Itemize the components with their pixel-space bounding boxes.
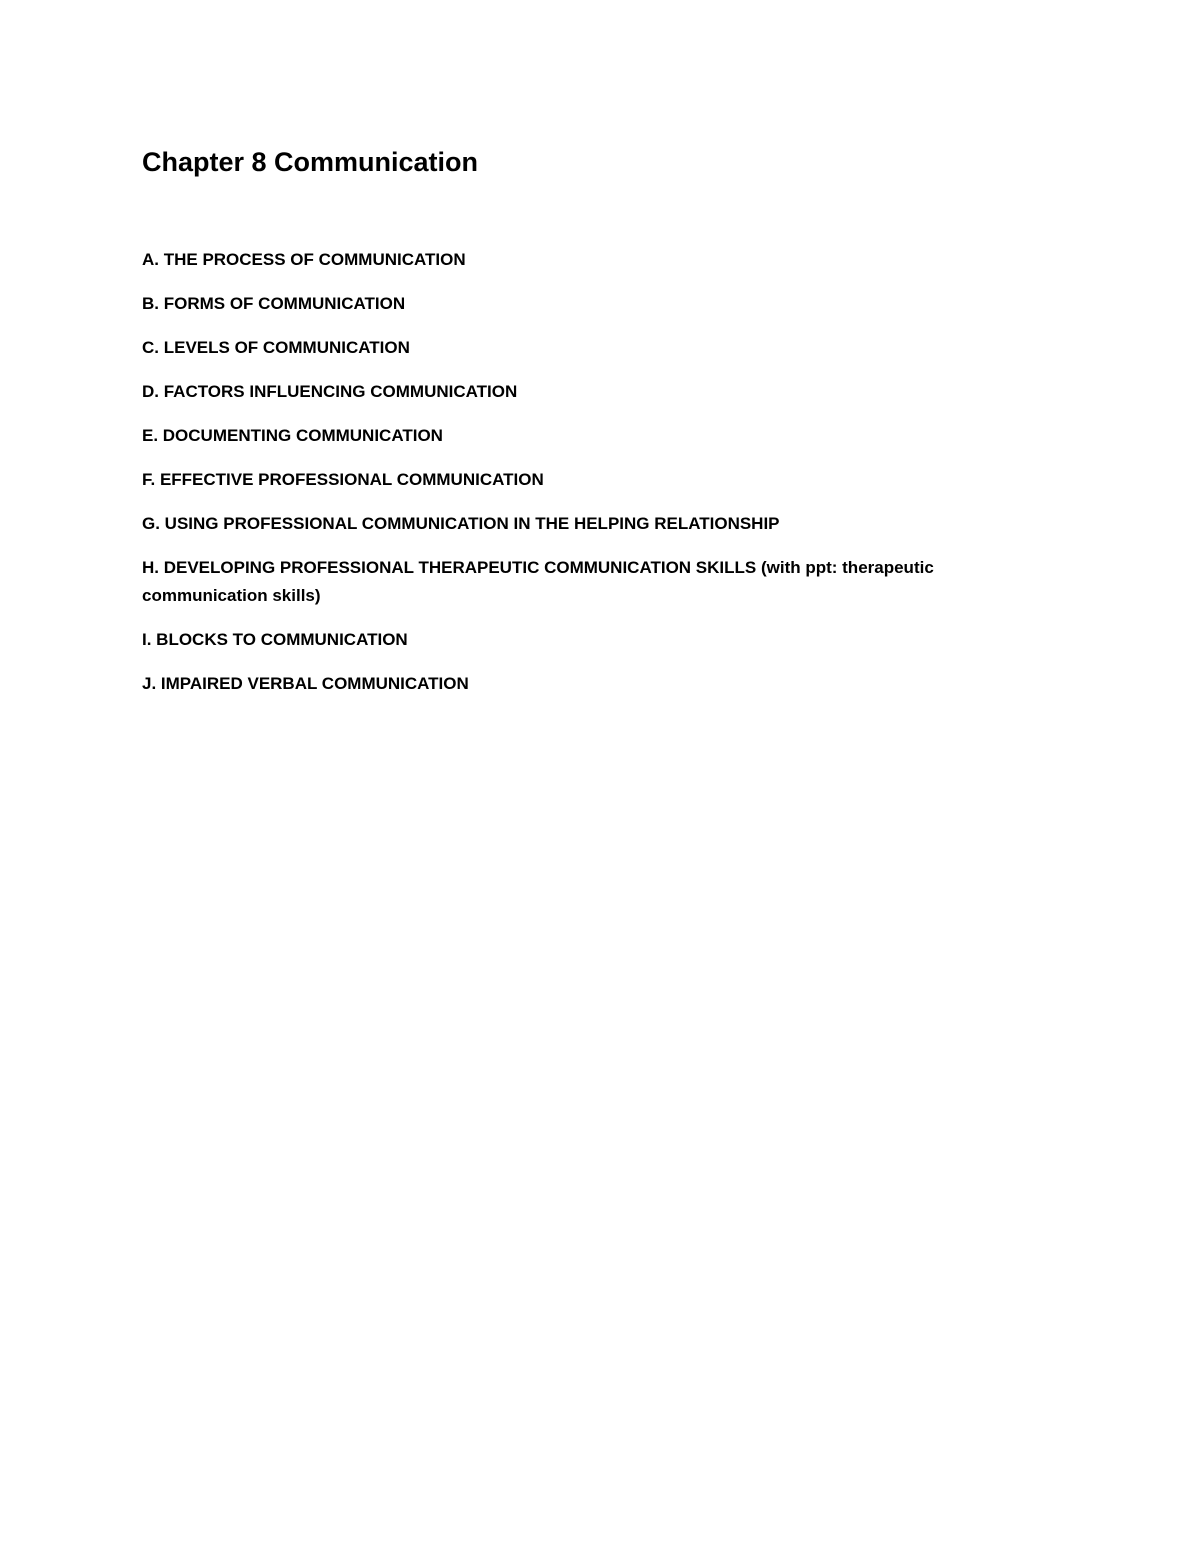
outline-item: B. FORMS OF COMMUNICATION: [142, 294, 406, 313]
outline-item: G. USING PROFESSIONAL COMMUNICATION IN THE HELPING RELATIONSHIP: [142, 514, 780, 533]
outline-item: F. EFFECTIVE PROFESSIONAL COMMUNICATION: [142, 470, 544, 489]
chapter-outline: [142, 246, 1002, 714]
outline-item: E. DOCUMENTING COMMUNICATION: [142, 426, 443, 445]
outline-item: A. THE PROCESS OF COMMUNICATION: [142, 250, 466, 269]
outline-item: I. BLOCKS TO COMMUNICATION: [142, 630, 408, 649]
outline-item: D. FACTORS INFLUENCING COMMUNICATION: [142, 382, 518, 401]
outline-item: C. LEVELS OF COMMUNICATION: [142, 338, 410, 357]
outline-item: H. DEVELOPING PROFESSIONAL THERAPEUTIC COMMUNICATION SKILLS (with ppt: therapeutic communication skills): [142, 558, 934, 605]
outline-item: J. IMPAIRED VERBAL COMMUNICATION: [142, 674, 469, 693]
page-title: Chapter 8 Communication: [142, 147, 479, 177]
